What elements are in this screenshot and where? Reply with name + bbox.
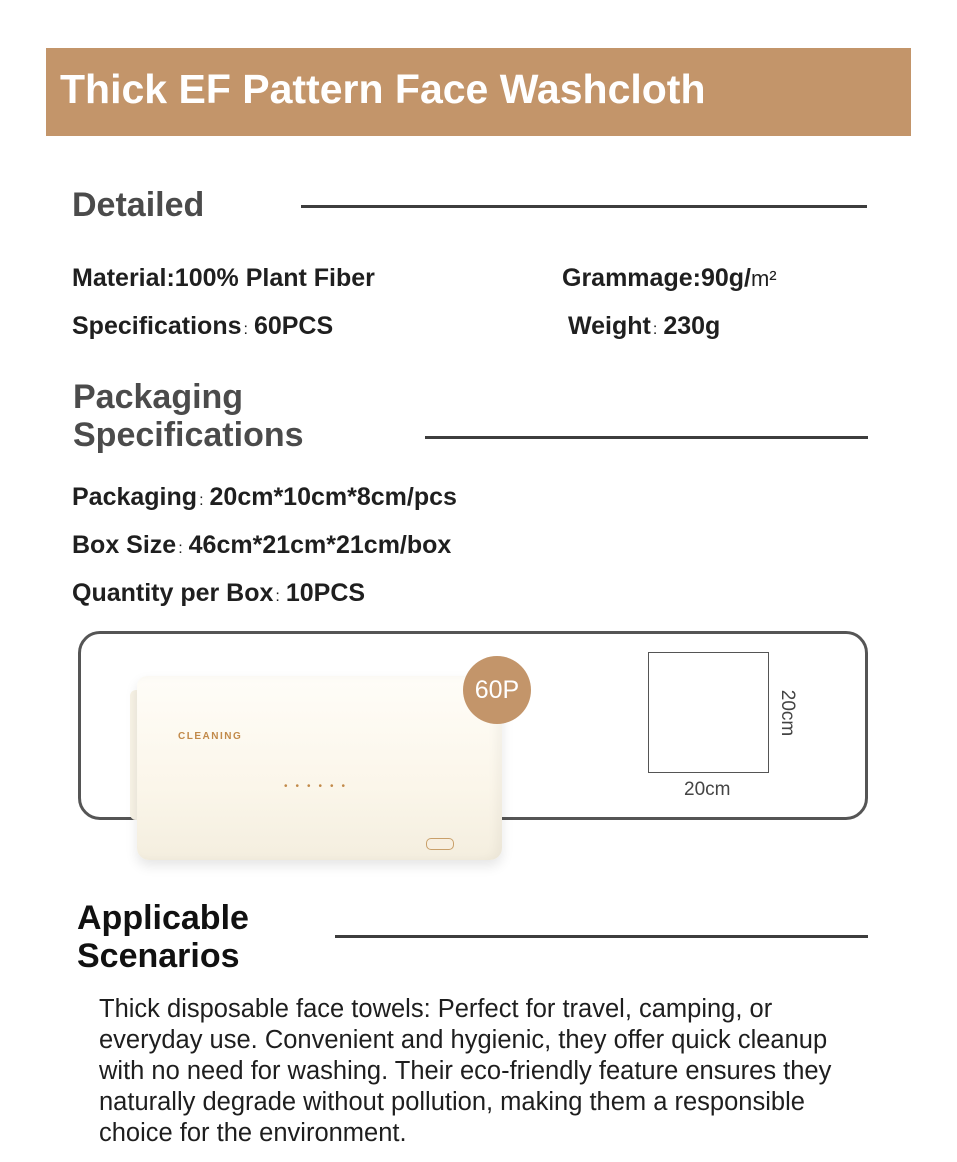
packaging-heading-line1: Packaging bbox=[73, 378, 244, 416]
grammage-label: Grammage:90g/ bbox=[562, 264, 751, 292]
quantity-separator: : bbox=[275, 588, 280, 605]
packaging-heading bbox=[73, 378, 304, 454]
scenarios-heading bbox=[77, 899, 249, 975]
box-size-value: 46cm*21cm*21cm/box bbox=[188, 531, 452, 559]
weight-separator: : bbox=[652, 321, 658, 338]
product-tag bbox=[426, 838, 454, 850]
specifications-separator: : bbox=[243, 321, 248, 338]
page-title: Thick EF Pattern Face Washcloth bbox=[60, 66, 706, 112]
quantity-label: Quantity per Box bbox=[72, 579, 274, 607]
material-text: Material:100% Plant Fiber bbox=[72, 264, 375, 292]
specifications-value: 60PCS bbox=[253, 312, 334, 340]
packaging-row-label: Packaging bbox=[72, 483, 198, 511]
weight-value: 230g bbox=[663, 312, 721, 340]
count-badge: 60P bbox=[463, 656, 531, 724]
box-size-row bbox=[72, 531, 451, 560]
specifications-label: Specifications bbox=[72, 312, 242, 340]
quantity-row bbox=[72, 579, 365, 608]
quantity-value: 10PCS bbox=[285, 579, 366, 607]
grammage-unit: m² bbox=[750, 266, 777, 291]
grammage-text bbox=[562, 264, 777, 293]
scenarios-heading-line1: Applicable bbox=[77, 899, 249, 937]
detailed-divider bbox=[301, 205, 867, 208]
packaging-row-value: 20cm*10cm*8cm/pcs bbox=[209, 483, 457, 511]
width-dimension: 20cm bbox=[684, 779, 731, 800]
height-dimension: 20cm bbox=[777, 689, 799, 737]
scenarios-divider bbox=[335, 935, 868, 938]
packaging-heading-line2: Specifications bbox=[73, 416, 304, 454]
weight-label: Weight bbox=[568, 312, 651, 340]
product-box-image bbox=[137, 676, 502, 860]
specifications-text bbox=[72, 312, 333, 341]
product-brand: CLEANING bbox=[178, 731, 243, 742]
packaging-row-separator: : bbox=[199, 492, 204, 509]
detailed-heading: Detailed bbox=[72, 186, 205, 224]
size-diagram-square bbox=[648, 652, 769, 773]
product-decor-dots: •••••• bbox=[284, 781, 354, 792]
weight-text bbox=[568, 312, 720, 341]
box-size-separator: : bbox=[178, 540, 183, 557]
scenarios-description: Thick disposable face towels: Perfect for travel, camping, or everyday use. Convenient and hygienic, they offer quick cleanup with no need for washing. Their eco-friendly feature ensures they naturally degrade without pollution, making them a responsible choice for the environment. bbox=[99, 995, 832, 1147]
packaging-divider bbox=[425, 436, 868, 439]
packaging-row bbox=[72, 483, 457, 512]
box-size-label: Box Size bbox=[72, 531, 177, 559]
scenarios-heading-line2: Scenarios bbox=[77, 937, 240, 975]
